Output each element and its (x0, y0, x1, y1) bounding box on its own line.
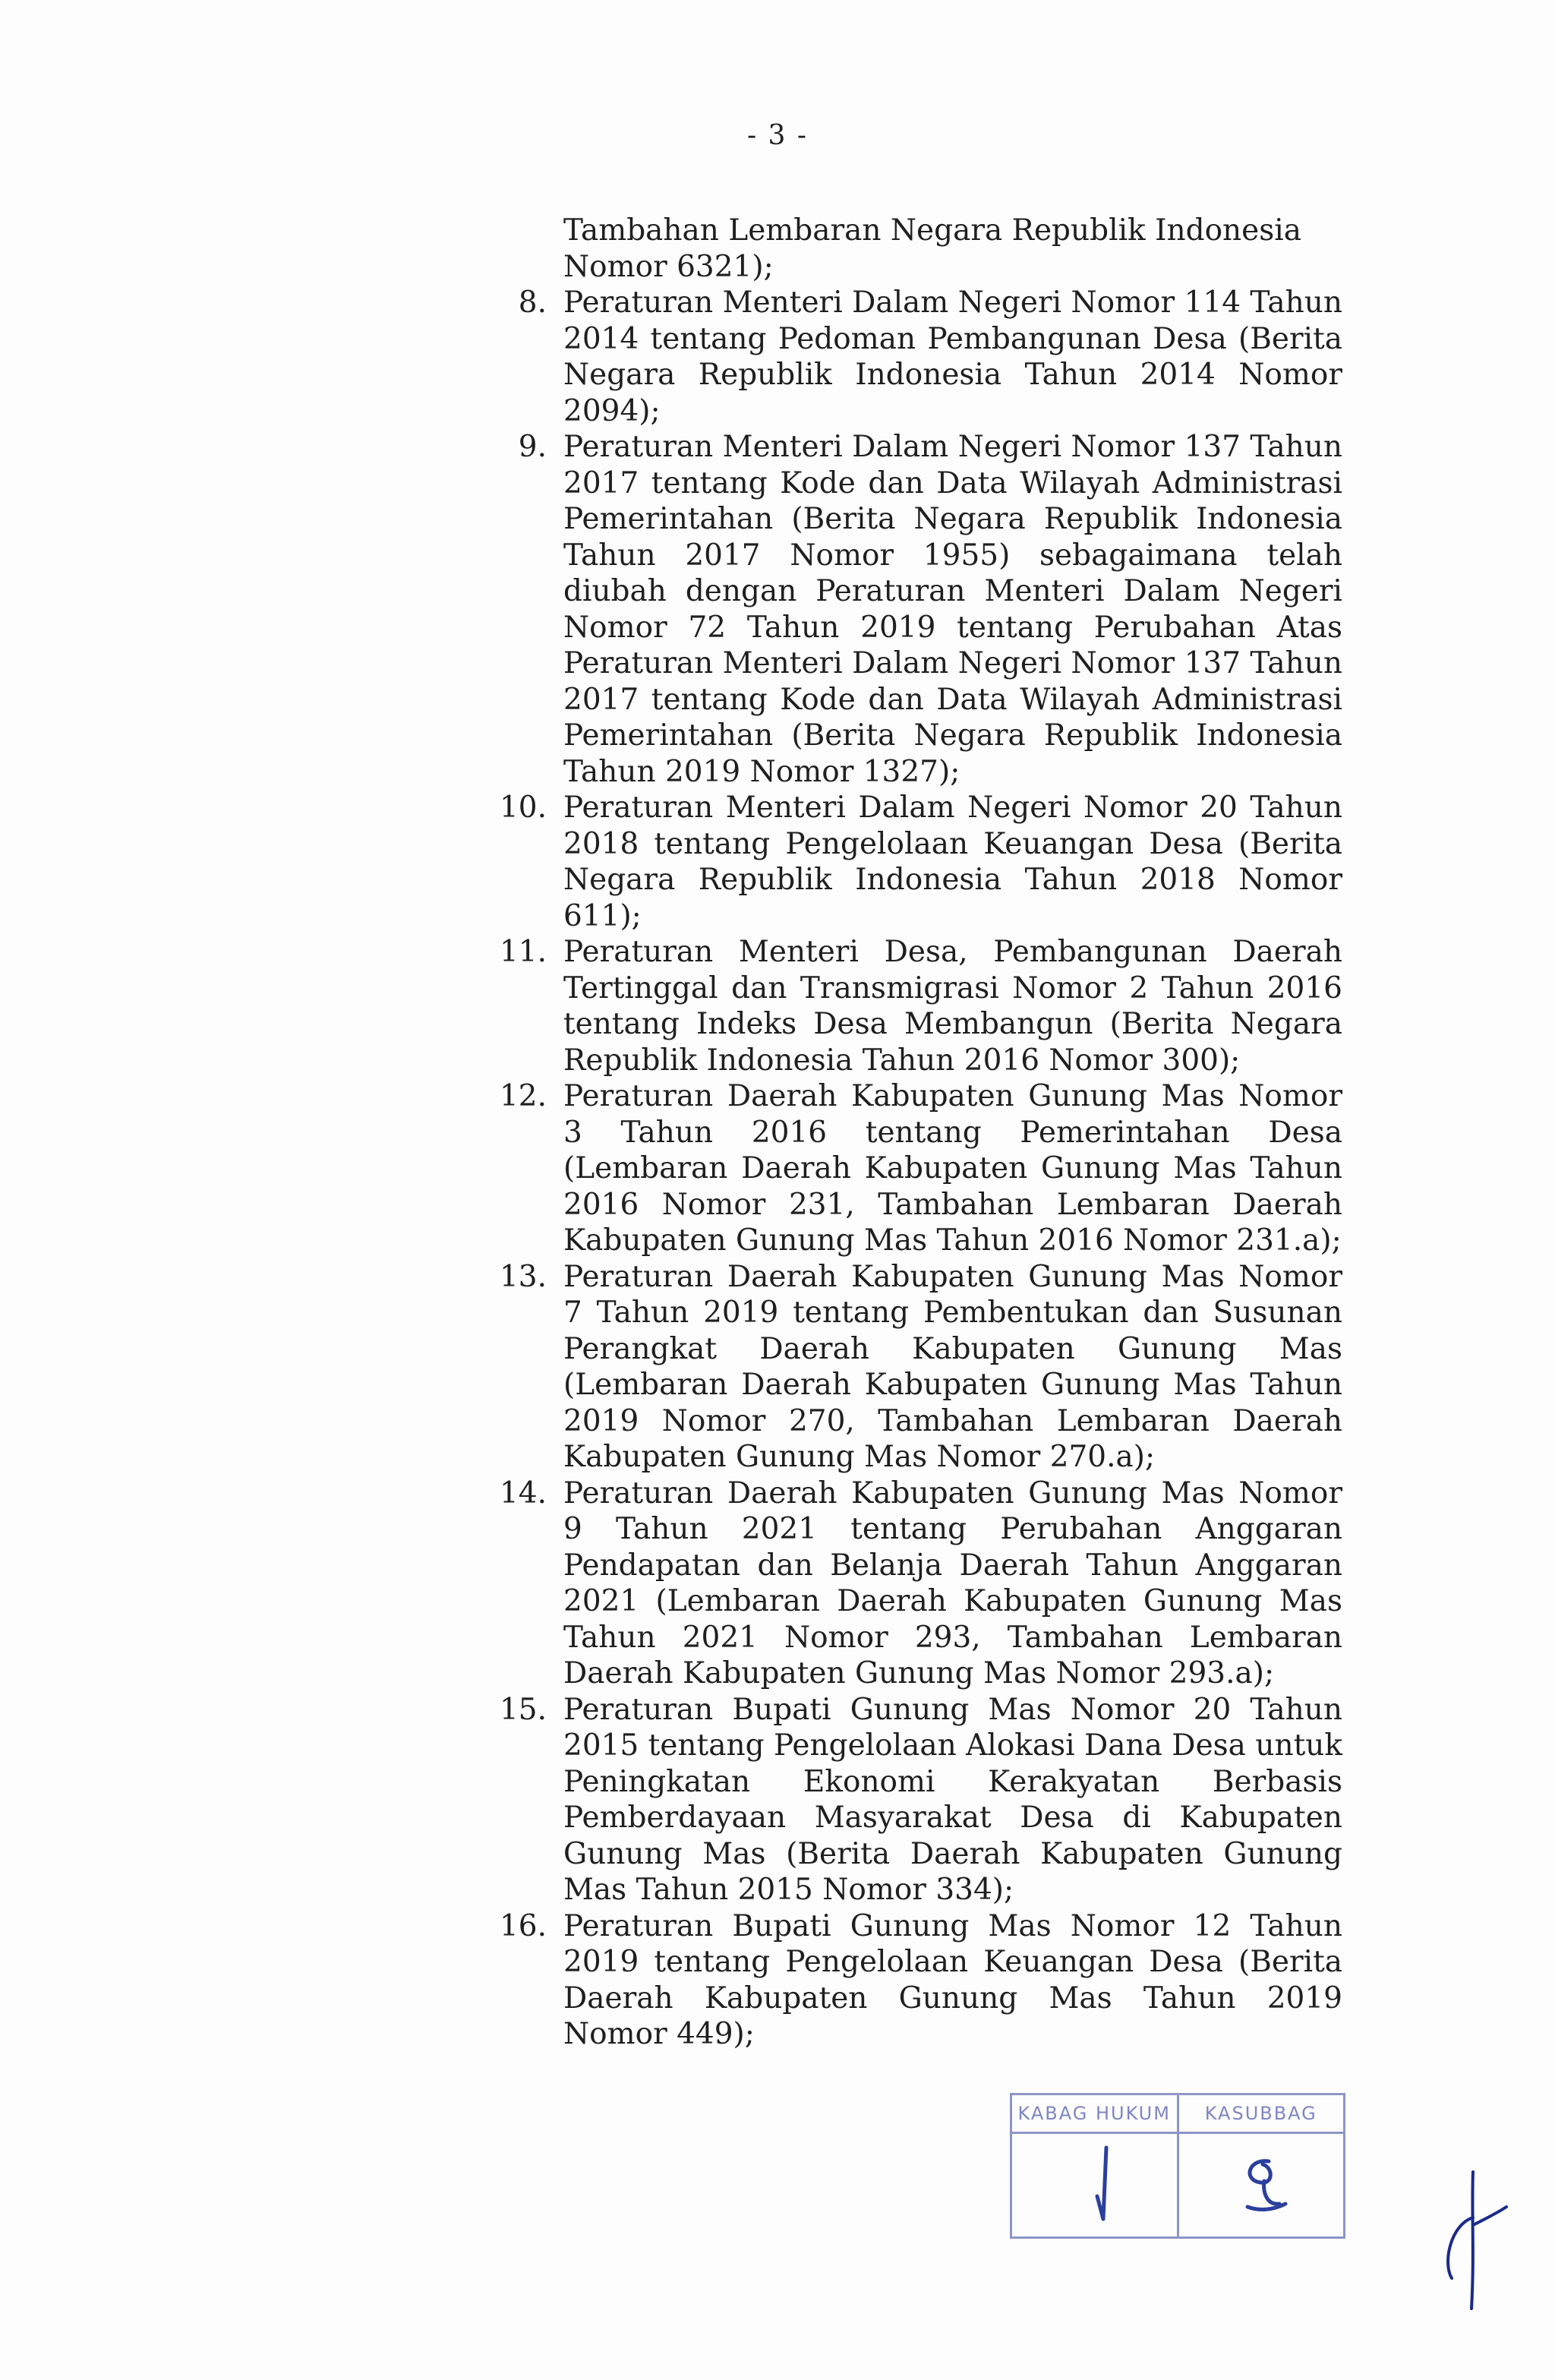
continuation-paragraph (471, 213, 1342, 285)
list-item-number: 10. (499, 791, 547, 825)
list-item (471, 429, 1342, 790)
page-number: - 3 - (746, 120, 809, 151)
list-item-text: Peraturan Menteri Dalam Negeri Nomor 20 Tahun 2018 tentang Pengelolaan Keuangan Desa (Berita Negara Republik Indonesia Tahun 2018 Nomor 611); (563, 791, 1342, 933)
list-item-number: 9. (518, 430, 547, 464)
document-body (471, 213, 1342, 2053)
list-item (471, 285, 1342, 429)
list-item-text: Peraturan Menteri Dalam Negeri Nomor 114 Tahun 2014 tentang Pedoman Pembangunan Desa (Berita Negara Republik Indonesia Tahun 2014 Nomor 2094); (563, 286, 1342, 428)
continuation-line: Tambahan Lembaran Negara Republik Indonesia (563, 213, 1301, 248)
list-item-text: Peraturan Daerah Kabupaten Gunung Mas Nomor 7 Tahun 2019 tentang Pembentukan dan Susunan Perangkat Daerah Kabupaten Gunung Mas (Lembaran Daerah Kabupaten Gunung Mas Tahun 2019 Nomor 270, Tambahan Lembaran Daerah Kabupaten Gunung Mas Nomor 270.a); (563, 1259, 1342, 1474)
list-item-number: 13. (499, 1259, 547, 1294)
list-item (471, 1908, 1342, 2053)
list-item-text: Peraturan Daerah Kabupaten Gunung Mas Nomor 9 Tahun 2021 tentang Perubahan Anggaran Pendapatan dan Belanja Daerah Tahun Anggaran 2021 (Lembaran Daerah Kabupaten Gunung Mas Tahun 2021 Nomor 293, Tambahan Lembaran Daerah Kabupaten Gunung Mas Nomor 293.a); (563, 1476, 1342, 1690)
list-item (471, 1476, 1342, 1692)
list-item (471, 934, 1342, 1078)
list-item (471, 1078, 1342, 1259)
list-item-number: 16. (499, 1908, 547, 1943)
initial-signature-icon (1080, 2143, 1126, 2227)
list-item-number: 8. (518, 286, 547, 320)
list-item-text: Peraturan Menteri Dalam Negeri Nomor 137 Tahun 2017 tentang Kode dan Data Wilayah Administrasi Pemerintahan (Berita Negara Republik Indonesia Tahun 2017 Nomor 1955) sebagaimana telah diubah dengan Peraturan Menteri Dalam Negeri Nomor 72 Tahun 2019 tentang Perubahan Atas Peraturan Menteri Dalam Negeri Nomor 137 Tahun 2017 tentang Kode dan Data Wilayah Administrasi Pemerintahan (Berita Negara Republik Indonesia Tahun 2019 Nomor 1327); (563, 430, 1342, 789)
stamp-cell-kabag-hukum (1012, 2134, 1177, 2236)
list-item (471, 790, 1342, 934)
stamp-body (1012, 2134, 1343, 2236)
stamp-label-kasubbag: KASUBBAG (1177, 2095, 1344, 2132)
stamp-header (1012, 2095, 1343, 2134)
stamp-cell-kasubbag (1177, 2134, 1344, 2236)
list-item-number: 15. (499, 1692, 547, 1727)
initial-signature-icon (1225, 2151, 1293, 2219)
list-item-text: Peraturan Daerah Kabupaten Gunung Mas Nomor 3 Tahun 2016 tentang Pemerintahan Desa (Lembaran Daerah Kabupaten Gunung Mas Tahun 2016 Nomor 231, Tambahan Lembaran Daerah Kabupaten Gunung Mas Tahun 2016 Nomor 231.a); (563, 1079, 1342, 1258)
list-item-number: 14. (499, 1476, 547, 1510)
paraf-stamp (1010, 2093, 1345, 2239)
list-item-text: Peraturan Bupati Gunung Mas Nomor 20 Tahun 2015 tentang Pengelolaan Alokasi Dana Desa untuk Peningkatan Ekonomi Kerakyatan Berbasis Pemberdayaan Masyarakat Desa di Kabupaten Gunung Mas (Berita Daerah Kabupaten Gunung Mas Tahun 2015 Nomor 334); (563, 1692, 1342, 1907)
list-item (471, 1259, 1342, 1476)
handwritten-initial-icon (1427, 2164, 1511, 2316)
list-item-number: 11. (499, 935, 547, 969)
list-item-number: 12. (499, 1079, 547, 1113)
list-item-text: Peraturan Menteri Desa, Pembangunan Daerah Tertinggal dan Transmigrasi Nomor 2 Tahun 2016 tentang Indeks Desa Membangun (Berita Negara Republik Indonesia Tahun 2016 Nomor 300); (563, 935, 1342, 1078)
list-item-text: Peraturan Bupati Gunung Mas Nomor 12 Tahun 2019 tentang Pengelolaan Keuangan Desa (Berita Daerah Kabupaten Gunung Mas Tahun 2019 Nomor 449); (563, 1908, 1342, 2051)
continuation-line: Nomor 6321); (563, 249, 774, 284)
list-item (471, 1692, 1342, 1908)
stamp-label-kabag-hukum: KABAG HUKUM (1017, 2103, 1171, 2124)
